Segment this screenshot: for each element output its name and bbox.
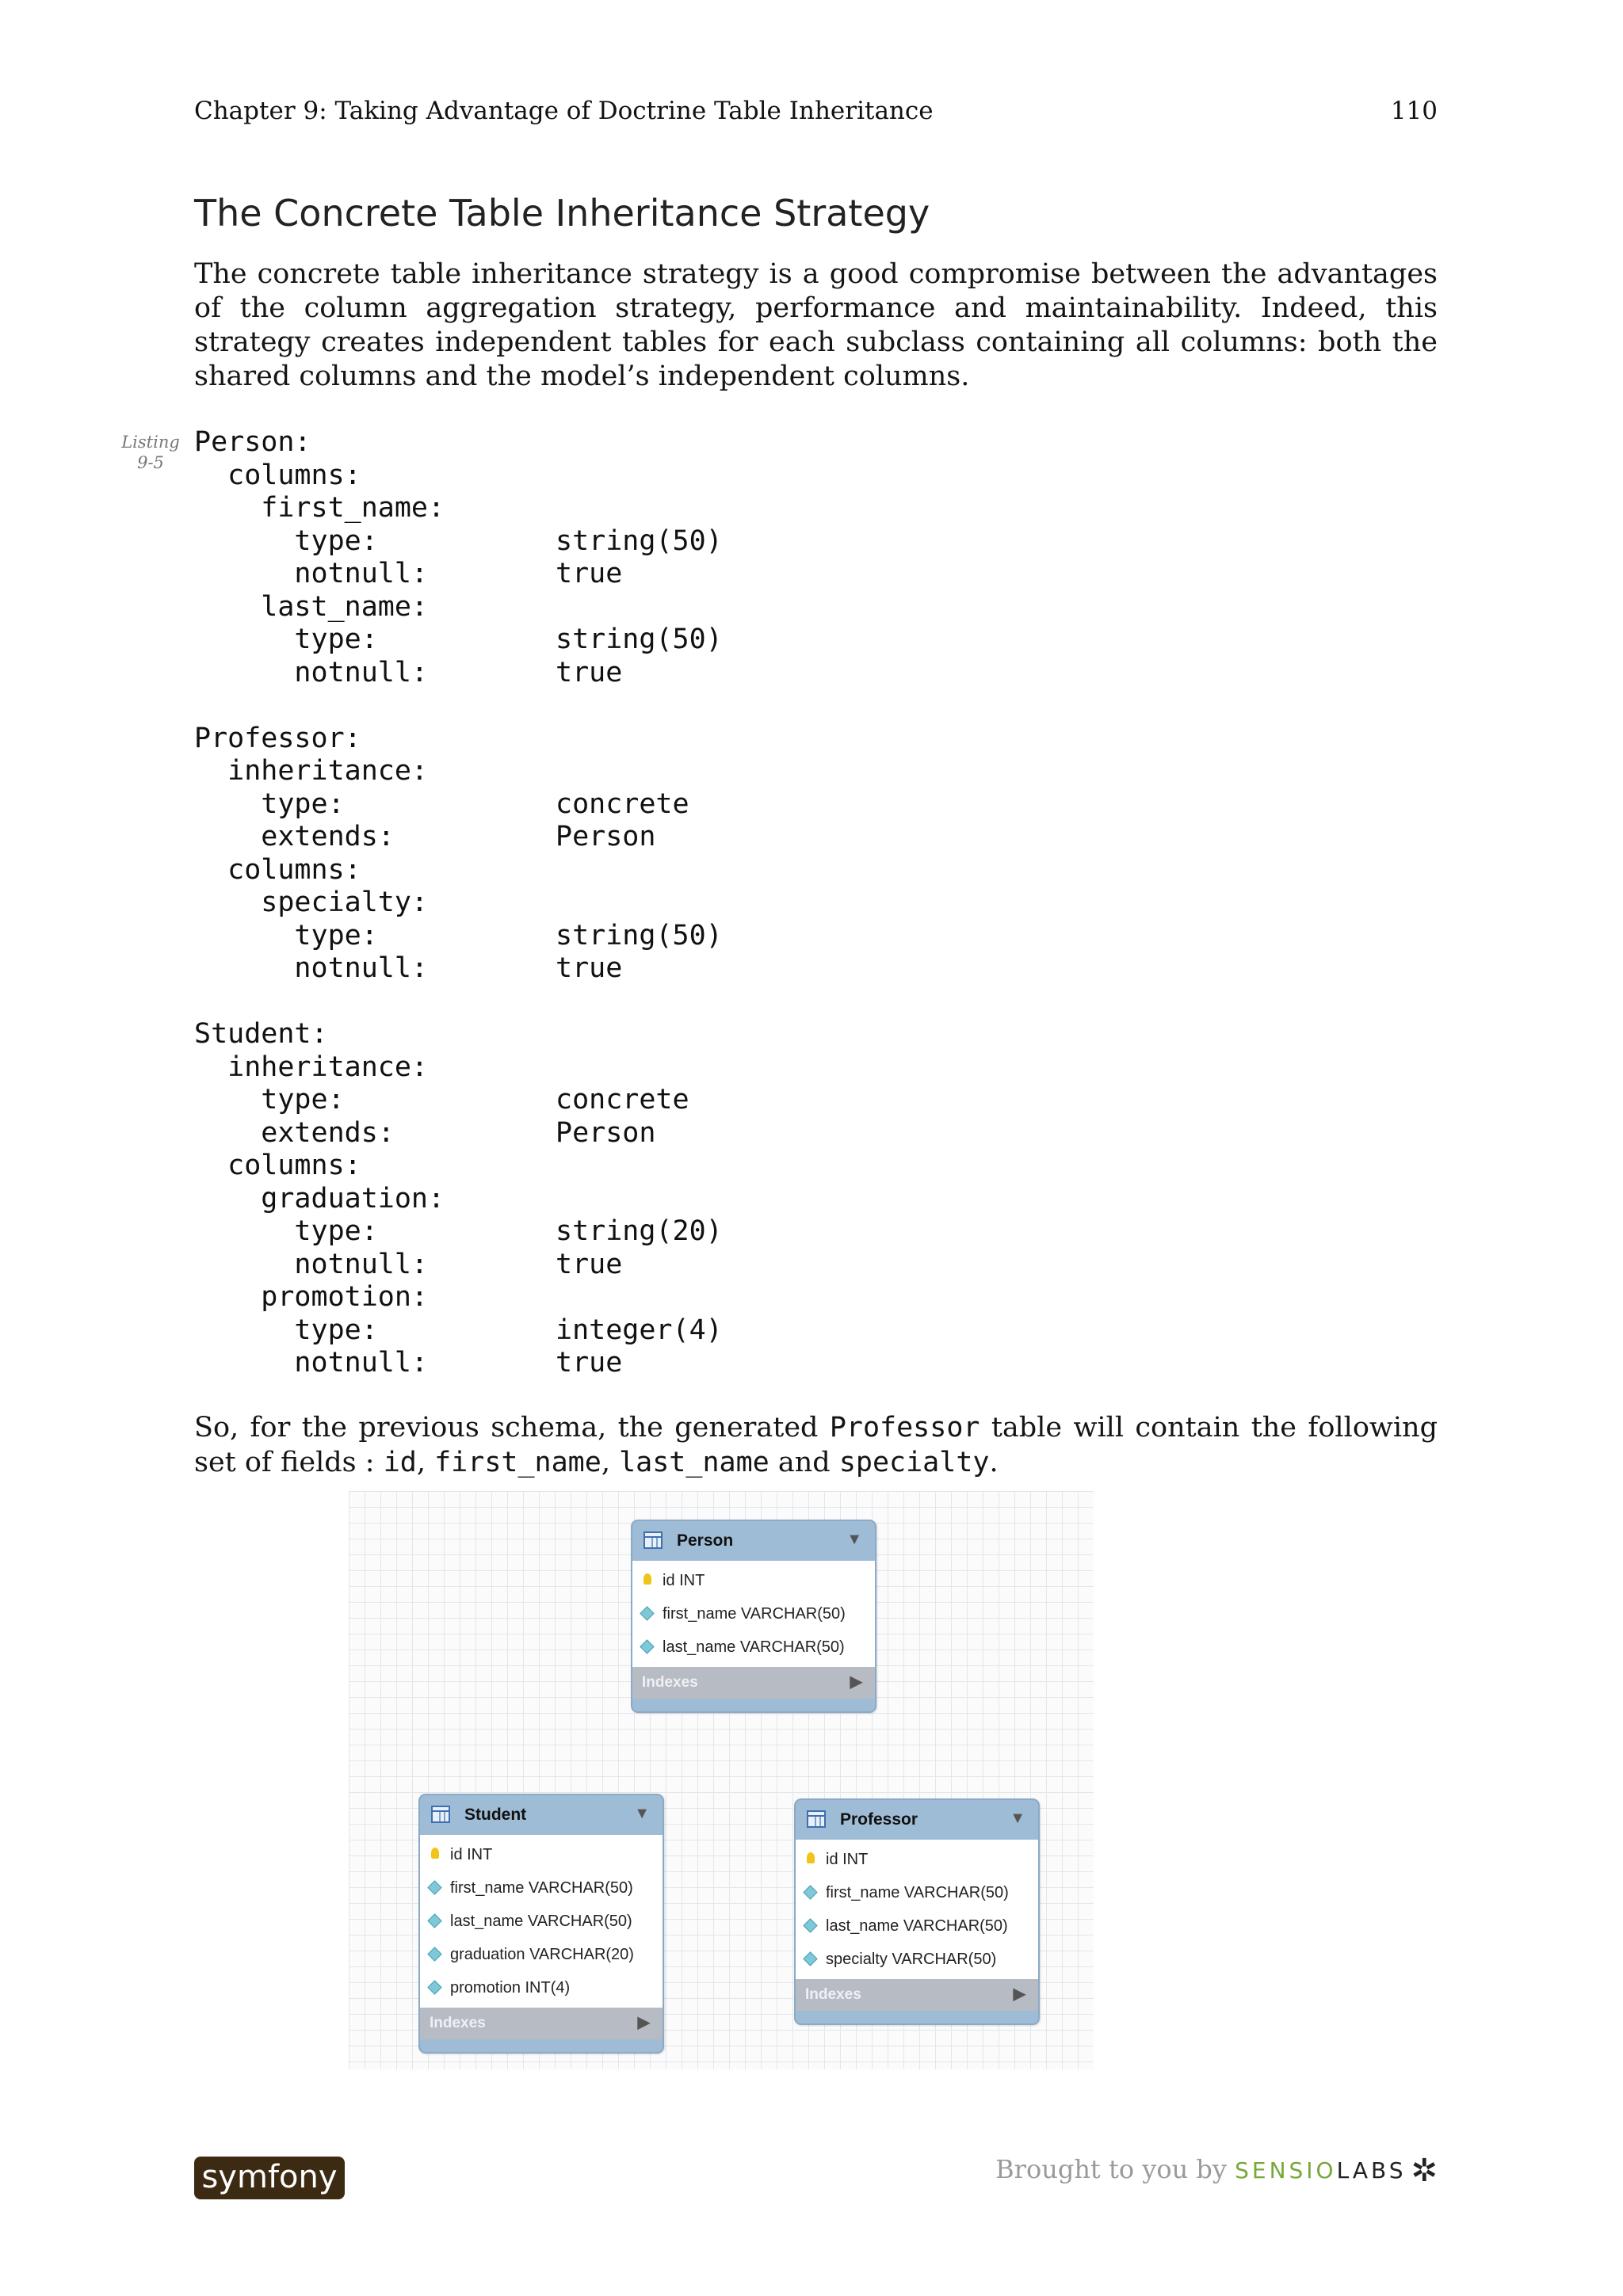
primary-key-icon xyxy=(807,1852,815,1863)
code-value: true xyxy=(556,952,623,984)
indexes-label: Indexes xyxy=(430,2015,486,2031)
code-value: Person xyxy=(556,821,656,852)
indexes-section xyxy=(796,1979,1038,2011)
code-key: graduation: xyxy=(194,1182,445,1215)
collapse-triangle-icon: ▼ xyxy=(1010,1810,1025,1827)
code-key: promotion: xyxy=(194,1281,429,1313)
logo-text: symfony xyxy=(201,2159,338,2195)
column-text: specialty VARCHAR(50) xyxy=(826,1951,997,1968)
section-title: The Concrete Table Inheritance Strategy xyxy=(194,192,930,235)
text-fragment: and xyxy=(769,1447,839,1478)
sensiolabs-star-icon: ✲ xyxy=(1411,2153,1438,2189)
code-key: notnull: xyxy=(194,952,429,984)
brought-to-you xyxy=(995,2153,1438,2189)
column-row xyxy=(420,1938,663,1971)
indexes-section xyxy=(632,1667,875,1699)
column-diamond-icon xyxy=(803,1885,817,1899)
chapter-header: Chapter 9: Taking Advantage of Doctrine Table Inheritance xyxy=(194,97,934,125)
code-value: true xyxy=(556,656,623,688)
code-value: Person xyxy=(556,1116,656,1149)
column-diamond-icon xyxy=(640,1639,654,1653)
text-fragment: , xyxy=(416,1447,435,1478)
column-diamond-icon xyxy=(427,1980,441,1994)
code-key: notnull: xyxy=(194,558,429,589)
listing-label xyxy=(119,432,182,473)
table-person xyxy=(631,1520,876,1713)
column-text: id INT xyxy=(450,1846,493,1863)
er-diagram xyxy=(349,1491,1094,2069)
column-row xyxy=(420,1971,663,2004)
text-fragment: table will contain the following set of fields : xyxy=(194,1412,1438,1478)
code-key: extends: xyxy=(194,1116,395,1149)
page-number: 110 xyxy=(1390,97,1438,125)
column-diamond-icon xyxy=(427,1880,441,1894)
primary-key-icon xyxy=(431,1848,439,1859)
column-row xyxy=(420,1871,663,1905)
table-columns xyxy=(420,1835,663,2008)
text-fragment: So, for the previous schema, the generated xyxy=(194,1412,830,1444)
inline-code: specialty xyxy=(838,1447,990,1478)
code-key: specialty: xyxy=(194,887,429,918)
column-text: id INT xyxy=(826,1851,869,1868)
code-key: type: xyxy=(194,1084,345,1116)
text-fragment: , xyxy=(601,1447,620,1478)
code-value: concrete xyxy=(556,788,689,820)
table-footer xyxy=(796,2011,1038,2023)
code-key: columns: xyxy=(194,459,361,491)
collapse-triangle-icon: ▼ xyxy=(634,1805,650,1822)
column-row xyxy=(632,1597,875,1630)
schema-paragraph xyxy=(194,1410,1438,1480)
column-diamond-icon xyxy=(427,1913,441,1928)
inline-code: last_name xyxy=(619,1447,769,1478)
code-key: type: xyxy=(194,788,345,820)
indexes-label: Indexes xyxy=(805,1986,861,2003)
column-row xyxy=(632,1630,875,1664)
table-icon xyxy=(431,1806,450,1823)
table-footer xyxy=(420,2039,663,2052)
column-diamond-icon xyxy=(640,1606,654,1620)
table-header xyxy=(420,1795,663,1835)
column-diamond-icon xyxy=(803,1951,817,1966)
code-key: notnull: xyxy=(194,1248,429,1280)
symfony-logo xyxy=(194,2157,345,2199)
listing-label-number: 9-5 xyxy=(137,453,164,472)
column-diamond-icon xyxy=(427,1947,441,1961)
table-footer xyxy=(632,1699,875,1711)
expand-triangle-icon: ▶ xyxy=(1013,1985,1025,2003)
code-value: true xyxy=(556,1347,623,1379)
brought-text: Brought to you by xyxy=(995,2154,1235,2184)
column-text: last_name VARCHAR(50) xyxy=(663,1638,845,1656)
inline-code: Professor xyxy=(829,1412,980,1444)
code-key: Professor: xyxy=(194,722,361,754)
table-professor xyxy=(794,1798,1040,2025)
labs-wordmark: LABS xyxy=(1336,2157,1407,2183)
code-key: type: xyxy=(194,919,378,952)
column-diamond-icon xyxy=(803,1918,817,1932)
column-text: promotion INT(4) xyxy=(450,1979,571,1997)
sensio-wordmark: SENSIO xyxy=(1235,2157,1337,2183)
code-value: integer(4) xyxy=(556,1314,723,1346)
inline-code: first_name xyxy=(434,1447,601,1478)
code-key: type: xyxy=(194,1215,378,1247)
code-value: string(50) xyxy=(556,524,723,557)
table-header xyxy=(632,1521,875,1561)
code-key: columns: xyxy=(194,1150,361,1181)
table-header xyxy=(796,1800,1038,1840)
code-value: string(50) xyxy=(556,624,723,655)
code-key: inheritance: xyxy=(194,1051,429,1083)
code-value: concrete xyxy=(556,1084,689,1116)
code-value: string(50) xyxy=(556,919,723,952)
column-text: first_name VARCHAR(50) xyxy=(450,1879,633,1897)
listing-label-word: Listing xyxy=(121,433,180,452)
column-text: first_name VARCHAR(50) xyxy=(663,1605,846,1623)
code-value: true xyxy=(556,558,623,589)
text-fragment: . xyxy=(989,1447,999,1478)
code-key: extends: xyxy=(194,821,395,852)
code-key: notnull: xyxy=(194,656,429,688)
code-key: first_name: xyxy=(194,492,445,524)
code-value: true xyxy=(556,1248,623,1280)
column-row xyxy=(632,1564,875,1597)
table-icon xyxy=(807,1810,826,1828)
indexes-label: Indexes xyxy=(642,1674,698,1691)
column-text: graduation VARCHAR(20) xyxy=(450,1946,634,1963)
column-text: last_name VARCHAR(50) xyxy=(826,1917,1008,1935)
table-name: Student xyxy=(464,1806,527,1824)
code-key: type: xyxy=(194,624,378,655)
table-columns xyxy=(632,1561,875,1667)
code-key: inheritance: xyxy=(194,755,429,787)
code-value: string(20) xyxy=(556,1215,723,1247)
code-key: notnull: xyxy=(194,1347,429,1379)
table-name: Person xyxy=(677,1531,734,1550)
column-row xyxy=(796,1843,1038,1876)
expand-triangle-icon: ▶ xyxy=(850,1673,862,1691)
column-row xyxy=(420,1838,663,1871)
code-key: Person: xyxy=(194,426,311,458)
expand-triangle-icon: ▶ xyxy=(637,2014,650,2031)
code-key: type: xyxy=(194,1314,378,1346)
column-row xyxy=(796,1943,1038,1976)
table-columns xyxy=(796,1840,1038,1979)
primary-key-icon xyxy=(643,1573,651,1585)
column-row xyxy=(796,1909,1038,1943)
code-key: type: xyxy=(194,524,378,557)
column-text: last_name VARCHAR(50) xyxy=(450,1913,632,1930)
intro-paragraph: The concrete table inheritance strategy is a good compromise between the advantages of the column aggregation strategy, performance and maintainability. Indeed, this strategy creates independent tables for each subclass containing all columns: both the shared columns and the model’s independent columns. xyxy=(194,258,1438,392)
column-text: first_name VARCHAR(50) xyxy=(826,1884,1009,1901)
inline-code: id xyxy=(383,1447,417,1478)
column-row xyxy=(796,1876,1038,1909)
code-key: columns: xyxy=(194,853,361,886)
code-key: Student: xyxy=(194,1018,328,1050)
indexes-section xyxy=(420,2008,663,2039)
column-row xyxy=(420,1905,663,1938)
collapse-triangle-icon: ▼ xyxy=(846,1531,862,1548)
table-name: Professor xyxy=(840,1810,918,1829)
code-key: last_name: xyxy=(194,590,429,623)
column-text: id INT xyxy=(663,1572,705,1589)
table-icon xyxy=(643,1531,663,1549)
table-student xyxy=(418,1794,664,2054)
